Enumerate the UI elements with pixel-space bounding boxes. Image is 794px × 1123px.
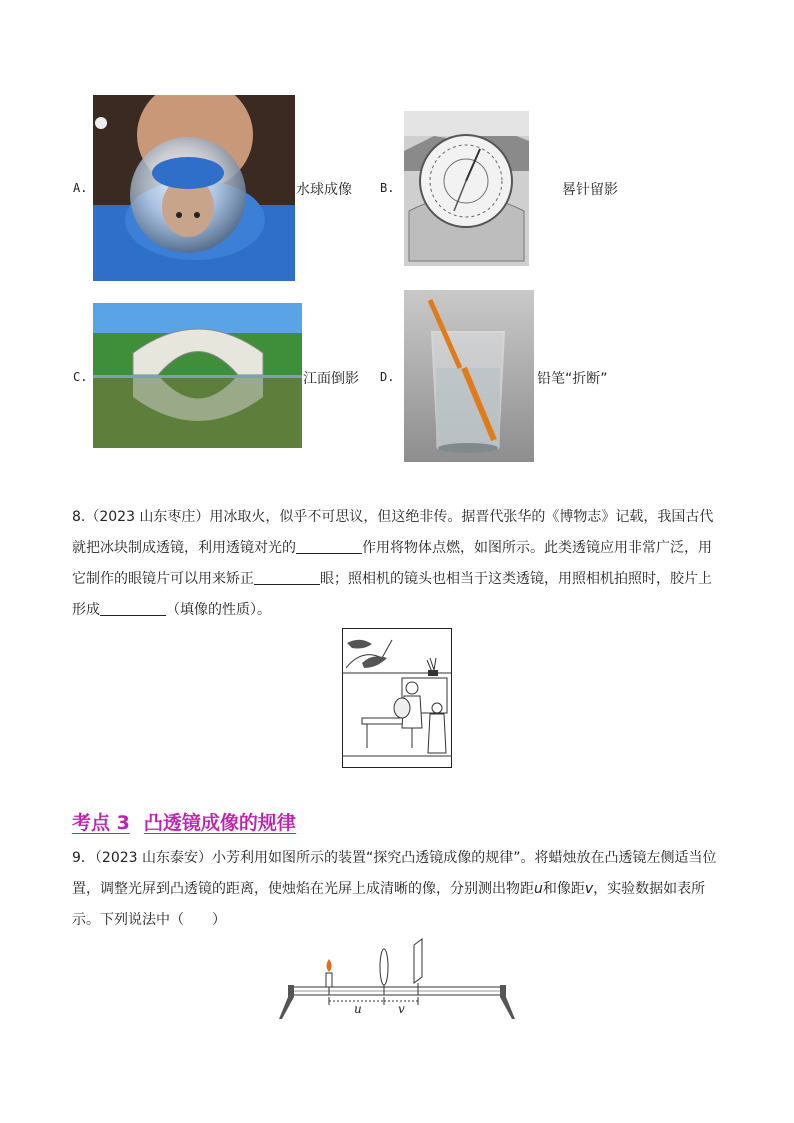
q9-var-v: v — [584, 881, 594, 897]
label-u: u — [354, 1002, 362, 1016]
question-9 — [72, 843, 722, 936]
option-c-letter: C. — [73, 370, 88, 384]
q8-text-1: 8.（2023 山东枣庄）用冰取火，似乎不可思议，但这绝非传。据晋代张华的《博物志》记载，我国古代就把冰块制成透镜，利用透镜对光的 — [72, 509, 714, 556]
option-b-letter: B. — [380, 181, 395, 195]
q9-text-3: ，实验数据如表所示。下列说法中（ ） — [72, 881, 706, 928]
q8-blank-2[interactable] — [254, 570, 320, 585]
label-v: v — [398, 1002, 405, 1016]
option-d-caption: 铅笔“折断” — [537, 371, 608, 387]
water-ball-image — [93, 95, 295, 281]
q9-text-2: 和像距 — [542, 881, 585, 897]
q9-text-1: 9．（2023 山东泰安）小芳利用如图所示的装置“探究凸透镜成像的规律”。将蜡烛放在凸透镜左侧适当位置，调整光屏到凸透镜的距离，使烛焰在光屏上成清晰的像，分别测出物距 — [72, 850, 717, 897]
pencil-in-glass-image — [404, 290, 534, 462]
q8-blank-3[interactable] — [100, 601, 166, 616]
option-b-caption: 晷针留影 — [562, 182, 618, 198]
section-title: 凸透镜成像的规律 — [143, 812, 296, 834]
option-d-letter: D. — [380, 370, 395, 384]
bridge-reflection-image — [93, 303, 302, 448]
q8-text-3: 眼；照相机的镜头也相当于这类透镜，用照相机拍照时，胶片上形成 — [72, 571, 712, 618]
option-c-caption: 江面倒影 — [303, 371, 359, 387]
section-number: 考点 3 — [72, 812, 130, 834]
optical-bench-diagram — [278, 935, 518, 1023]
sundial-image — [404, 111, 529, 266]
q8-text-2: 作用将物体点燃，如图所示。此类透镜应用非常广泛，用它制作的眼镜片可以用来矫正 — [72, 540, 712, 587]
q9-var-u: u — [534, 881, 543, 897]
q8-blank-1[interactable] — [296, 539, 362, 554]
option-a-caption: 水球成像 — [296, 182, 352, 198]
ice-lens-illustration — [342, 628, 452, 768]
section-heading — [72, 808, 296, 835]
q8-text-4: （填像的性质）。 — [166, 602, 271, 618]
option-a-letter: A. — [73, 181, 88, 195]
question-8 — [72, 502, 722, 626]
